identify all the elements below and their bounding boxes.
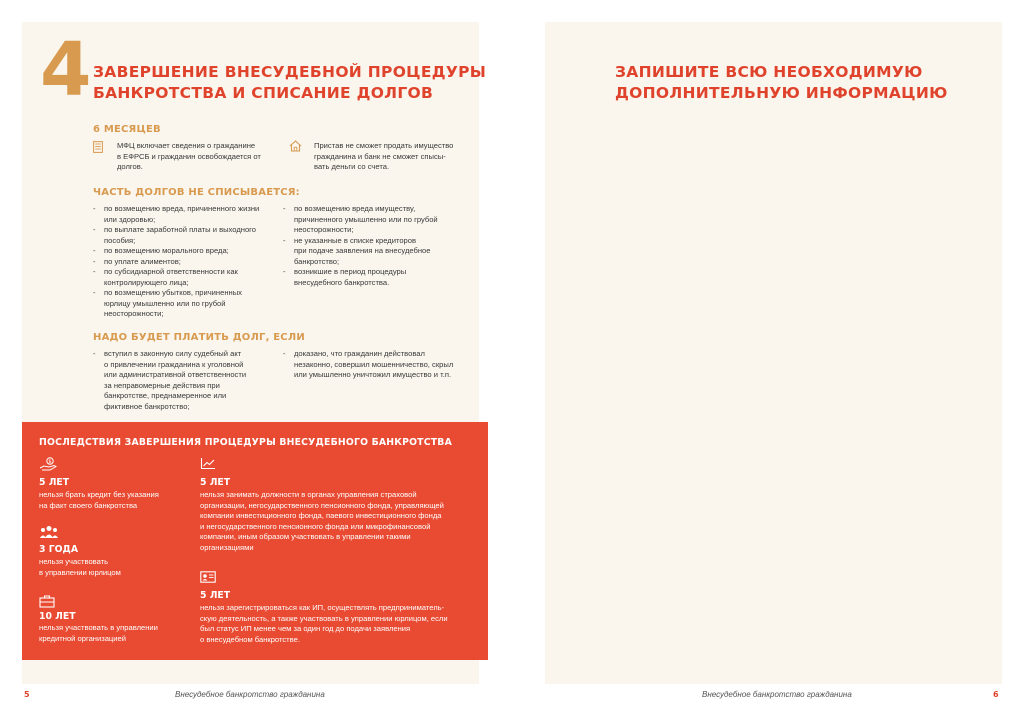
page-number: 6 bbox=[993, 690, 999, 699]
text-line: вать деньги со счета. bbox=[314, 162, 390, 171]
consequence-text: нельзя занимать должности в органах управления страховой организации, негосударственного пенсионного фонда, управляющей компании инвестиционного фонда, паевого инвестиционного фонда и негосударственного пенсионного фонда или микрофинансовой компании, иным образом участвовать в управлении такими организациями bbox=[200, 490, 444, 552]
consequence-text: нельзя зарегистрироваться как ИП, осуществлять предприниматель- скую деятельность, а также участвовать в управлении юрлицом, если был статус ИП менее чем за один год до подачи заявления о внесудебном банкротстве. bbox=[200, 603, 448, 644]
hand-money-icon bbox=[39, 457, 57, 471]
people-icon bbox=[39, 525, 59, 539]
page-number: 5 bbox=[24, 690, 30, 699]
section-title-line: ЗАВЕРШЕНИЕ ВНЕСУДЕБНОЙ ПРОЦЕДУРЫ bbox=[93, 63, 487, 81]
consequence-term: 5 ЛЕТ bbox=[200, 590, 231, 601]
notes-title-line: ДОПОЛНИТЕЛЬНУЮ ИНФОРМАЦИЮ bbox=[615, 84, 948, 102]
consequence-term: 10 ЛЕТ bbox=[39, 611, 76, 622]
footer-text: Внесудебное банкротство гражданина bbox=[175, 690, 325, 699]
not-written-off-list-right bbox=[283, 204, 438, 288]
consequence-text: нельзя брать кредит без указания на факт своего банкротства bbox=[39, 490, 159, 510]
document-list-icon bbox=[93, 141, 103, 153]
consequences-title: ПОСЛЕДСТВИЯ ЗАВЕРШЕНИЯ ПРОЦЕДУРЫ ВНЕСУДЕБНОГО БАНКРОТСТВА bbox=[39, 437, 452, 448]
consequence-term: 5 ЛЕТ bbox=[39, 477, 70, 488]
house-icon bbox=[289, 140, 302, 152]
list-item: - доказано, что гражданин действовал незаконно, совершил мошенничество, скрыл или умышленно уничтожил имущество и т.п. bbox=[283, 349, 454, 379]
section-title bbox=[93, 62, 487, 104]
list-item: - по субсидиарной ответственности как контролирующего лица; bbox=[93, 267, 238, 287]
list-item: - по возмещению убытков, причиненных юрлицу умышленно или по грубой неосторожности; bbox=[93, 288, 242, 318]
chart-icon bbox=[200, 457, 216, 470]
consequence-term: 3 ГОДА bbox=[39, 544, 79, 555]
section-number: 4 bbox=[40, 27, 92, 113]
svg-text:$: $ bbox=[48, 459, 52, 465]
text-line: МФЦ включает сведения о гражданине bbox=[117, 141, 256, 150]
list-item: - не указанные в списке кредиторов при подаче заявления на внесудебное банкротство; bbox=[283, 235, 431, 266]
list-item: - по выплате заработной платы и выходного пособия; bbox=[93, 225, 256, 245]
must-pay-list-right bbox=[283, 349, 453, 381]
not-written-off-label: ЧАСТЬ ДОЛГОВ НЕ СПИСЫВАЕТСЯ: bbox=[93, 187, 300, 198]
text-line: Пристав не сможет продать имущество bbox=[314, 141, 454, 150]
consequence-text: нельзя участвовать в управлении кредитной организацией bbox=[39, 623, 158, 643]
section-title-line: БАНКРОТСТВА И СПИСАНИЕ ДОЛГОВ bbox=[93, 84, 434, 102]
notes-title bbox=[615, 62, 975, 104]
text-line: долгов. bbox=[117, 162, 143, 171]
id-card-icon bbox=[200, 571, 216, 583]
briefcase-icon bbox=[39, 594, 55, 608]
text-line: в ЕФРСБ и гражданин освобождается от bbox=[117, 151, 261, 161]
notes-title-line: ЗАПИШИТЕ ВСЮ НЕОБХОДИМУЮ bbox=[615, 63, 923, 81]
list-item: - по возмещению вреда имуществу, причиненного умышленно или по грубой неосторожности; bbox=[283, 204, 438, 234]
list-item: - возникшие в период процедуры внесудебного банкротства. bbox=[283, 267, 407, 287]
text-line: гражданина и банк не сможет спысы- bbox=[314, 151, 446, 161]
must-pay-label: НАДО БУДЕТ ПЛАТИТЬ ДОЛГ, ЕСЛИ bbox=[93, 332, 305, 343]
consequences-panel bbox=[22, 422, 488, 660]
footer-text: Внесудебное банкротство гражданина bbox=[702, 690, 852, 699]
period-item-text bbox=[314, 141, 453, 173]
must-pay-list-left bbox=[93, 349, 246, 412]
not-written-off-list-left bbox=[93, 204, 259, 320]
consequence-text: нельзя участвовать в управлении юрлицом bbox=[39, 557, 121, 577]
list-item: - по возмещению вреда, причиненного жизни или здоровью; bbox=[93, 204, 260, 224]
period-label: 6 МЕСЯЦЕВ bbox=[93, 124, 161, 135]
period-item-text bbox=[117, 141, 261, 173]
consequence-term: 5 ЛЕТ bbox=[200, 477, 231, 488]
list-item: - по уплате алиментов; bbox=[93, 256, 181, 266]
list-item: - по возмещению морального вреда; bbox=[93, 246, 229, 255]
list-item: - вступил в законную силу судебный акт о привлечении гражданина к уголовной или административной ответственности за неправомерные действия при банкротстве, преднамеренное или фиктивное банкротство; bbox=[93, 349, 247, 411]
right-page bbox=[545, 22, 1002, 684]
